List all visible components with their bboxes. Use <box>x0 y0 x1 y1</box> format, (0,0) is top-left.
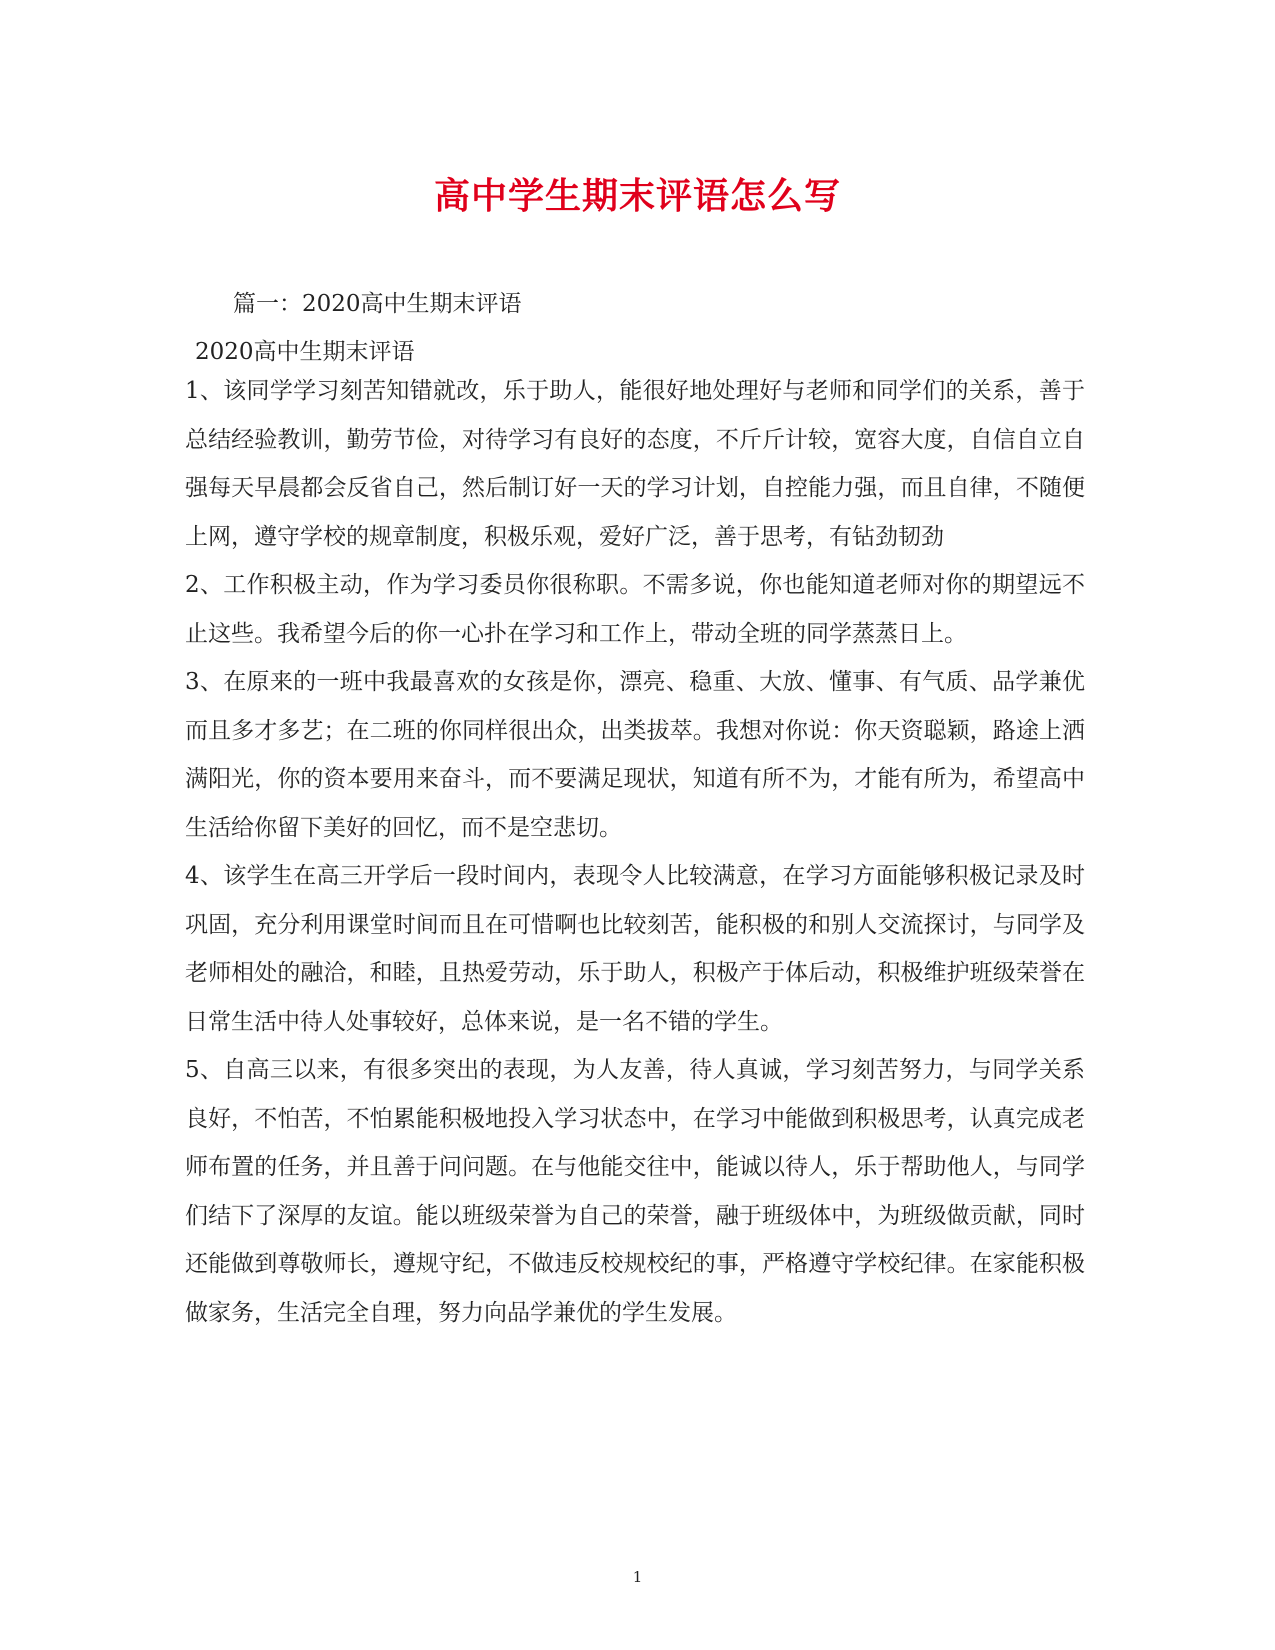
paragraph-3: 3、在原来的一班中我最喜欢的女孩是你，漂亮、稳重、大放、懂事、有气质、品学兼优而且多才多艺；在二班的你同样很出众，出类拔萃。我想对你说：你天资聪颖，路途上洒满阳光，你的资本要用来奋斗，而不要满足现状，知道有所不为，才能有所为，希望高中生活给你留下美好的回忆，而不是空悲切。 <box>185 669 1085 841</box>
document-title: 高中学生期末评语怎么写 <box>433 175 841 217</box>
paragraph-5: 5、自高三以来，有很多突出的表现，为人友善，待人真诚，学习刻苦努力，与同学关系良好，不怕苦，不怕累能积极地投入学习状态中，在学习中能做到积极思考，认真完成老师布置的任务，并且善于问问题。在与他能交往中，能诚以待人，乐于帮助他人，与同学们结下了深厚的友谊。能以班级荣誉为自己的荣誉，融于班级体中，为班级做贡献，同时还能做到尊敬师长，遵规守纪，不做违反校规校纪的事，严格遵守学校纪律。在家能积极做家务，生活完全自理，努力向品学兼优的学生发展。 <box>185 1057 1085 1326</box>
paragraph-2: 2、工作积极主动，作为学习委员你很称职。不需多说，你也能知道老师对你的期望远不止这些。我希望今后的你一心扑在学习和工作上，带动全班的同学蒸蒸日上。 <box>185 572 1085 647</box>
document-body <box>185 367 1085 1337</box>
paragraph-1: 1、该同学学习刻苦知错就改，乐于助人，能很好地处理好与老师和同学们的关系，善于总结经验教训，勤劳节俭，对待学习有良好的态度，不斤斤计较，宽容大度，自信自立自强每天早晨都会反省自己，然后制订好一天的学习计划，自控能力强，而且自律，不随便上网，遵守学校的规章制度，积极乐观，爱好广泛，善于思考，有钻劲韧劲 <box>185 378 1085 550</box>
page-number: 1 <box>632 1568 643 1586</box>
sub-heading: 2020高中生期末评语 <box>195 339 415 365</box>
paragraph-4: 4、该学生在高三开学后一段时间内，表现令人比较满意，在学习方面能够积极记录及时巩固，充分利用课堂时间而且在可惜啊也比较刻苦，能积极的和别人交流探讨，与同学及老师相处的融洽，和睦，且热爱劳动，乐于助人，积极产于体后动，积极维护班级荣誉在日常生活中待人处事较好，总体来说，是一名不错的学生。 <box>185 863 1085 1035</box>
section-heading: 篇一：2020高中生期末评语 <box>233 291 522 317</box>
